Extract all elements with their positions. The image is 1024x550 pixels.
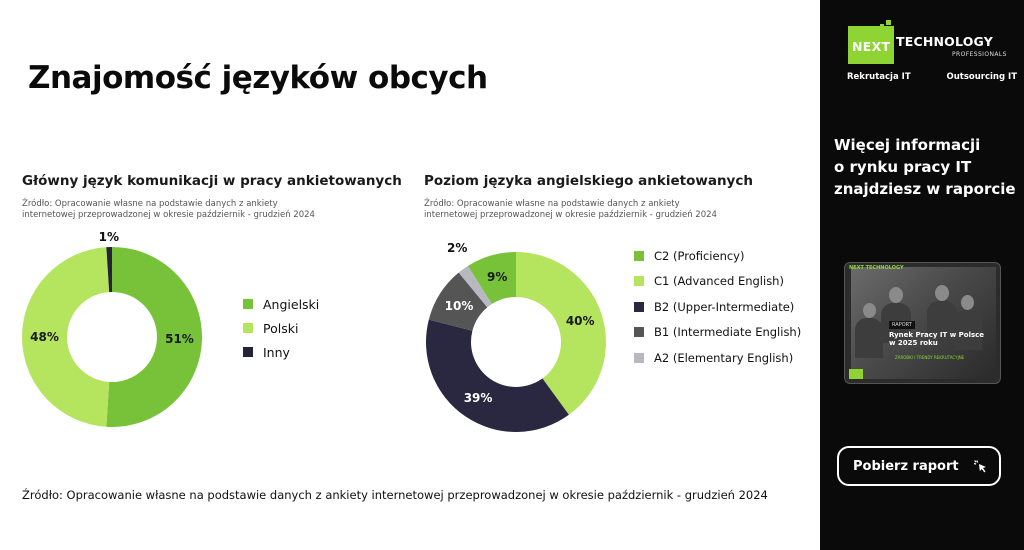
donut-data-label: 9%	[486, 270, 508, 285]
donut-data-label: 39%	[463, 390, 493, 405]
logo-pixel	[886, 20, 891, 25]
sidebar-info-line: znajdziesz w raporcie	[834, 180, 1016, 198]
chart-a-donut	[20, 224, 210, 434]
legend-swatch	[243, 323, 253, 333]
legend-label: A2 (Elementary English)	[654, 350, 794, 365]
page-title: Znajomość języków obcych	[28, 60, 488, 96]
legend-item	[243, 292, 319, 316]
legend-label: Angielski	[263, 296, 320, 312]
legend-label: B1 (Intermediate English)	[654, 325, 802, 340]
legend-label: Polski	[263, 320, 299, 336]
person-body	[855, 318, 883, 358]
logo-technology-text: TECHNOLOGY	[896, 34, 993, 49]
download-report-label: Pobierz raport	[853, 458, 959, 474]
report-cover-image[interactable]	[844, 262, 1001, 384]
donut-data-label: 10%	[444, 298, 474, 313]
sidebar	[820, 0, 1024, 550]
sidebar-info-line: o rynku pracy IT	[834, 158, 972, 176]
chart-b-title: Poziom języka angielskiego ankietowanych	[424, 173, 753, 189]
legend-swatch	[243, 347, 253, 357]
legend-item	[634, 243, 801, 269]
person-head	[935, 285, 949, 301]
legend-item	[634, 269, 801, 295]
chart-a-title: Główny język komunikacji w pracy ankietowanych	[22, 173, 402, 189]
person-head	[961, 295, 974, 310]
logo-next-text: NEXT	[852, 39, 891, 54]
legend-label: C2 (Proficiency)	[654, 248, 745, 263]
donut-data-label: 40%	[565, 314, 595, 329]
sidebar-info-line: Więcej informacji	[834, 136, 981, 154]
legend-item	[634, 320, 801, 346]
person-head	[889, 287, 903, 303]
report-photo	[851, 267, 996, 379]
logo-professionals-text: PROFESSIONALS	[952, 51, 1007, 58]
chart-b-donut	[422, 232, 612, 438]
report-subtitle: ZAROBKI I TRENDY REKRUTACYJNE	[895, 355, 965, 360]
donut-data-label: 51%	[165, 332, 194, 347]
legend-label: Inny	[263, 344, 290, 360]
chart-b-header	[424, 173, 753, 221]
legend-item	[634, 294, 801, 320]
chart-a-legend	[243, 292, 319, 364]
company-logo[interactable]	[848, 20, 1024, 70]
legend-label: B2 (Upper-Intermediate)	[654, 299, 795, 314]
legend-swatch	[634, 276, 644, 286]
legend-item	[243, 340, 319, 364]
report-logo: NEXT TECHNOLOGY	[849, 265, 904, 271]
donut-data-label: 48%	[30, 330, 59, 344]
chart-a-source: Źródło: Opracowanie własne na podstawie danych z ankiety internetowej przeprowadzonej w okresie październik - grudzień 2024	[22, 199, 315, 220]
report-title: Rynek Pracy IT w Polsce w 2025 roku	[889, 331, 985, 347]
donut-data-label: 2%	[447, 241, 468, 255]
chart-b-source: Źródło: Opracowanie własne na podstawie danych z ankiety internetowej przeprowadzonej w okresie październik - grudzień 2024	[424, 199, 717, 220]
legend-item	[243, 316, 319, 340]
nav-link-rekrutacja[interactable]: Rekrutacja IT	[847, 72, 911, 82]
report-corner-accent	[849, 369, 863, 379]
legend-swatch	[634, 327, 644, 337]
legend-item	[634, 345, 801, 371]
person-head	[863, 303, 876, 318]
report-tag: RAPORT	[889, 321, 915, 329]
legend-swatch	[634, 353, 644, 363]
legend-swatch	[634, 302, 644, 312]
legend-label: C1 (Advanced English)	[654, 274, 784, 289]
legend-swatch	[634, 251, 644, 261]
legend-swatch	[243, 299, 253, 309]
donut-data-label: 1%	[98, 230, 120, 245]
sidebar-nav	[847, 72, 1017, 82]
nav-link-outsourcing[interactable]: Outsourcing IT	[946, 72, 1017, 82]
footer-source: Źródło: Opracowanie własne na podstawie danych z ankiety internetowej przeprowadzonej w okresie październik - grudzień 2024	[22, 488, 768, 502]
cursor-click-icon	[973, 459, 989, 475]
chart-b-legend	[634, 243, 801, 371]
logo-next-box	[848, 26, 894, 64]
sidebar-info-text	[834, 134, 1019, 200]
download-report-button[interactable]	[837, 446, 1001, 486]
chart-a-header	[22, 173, 402, 221]
